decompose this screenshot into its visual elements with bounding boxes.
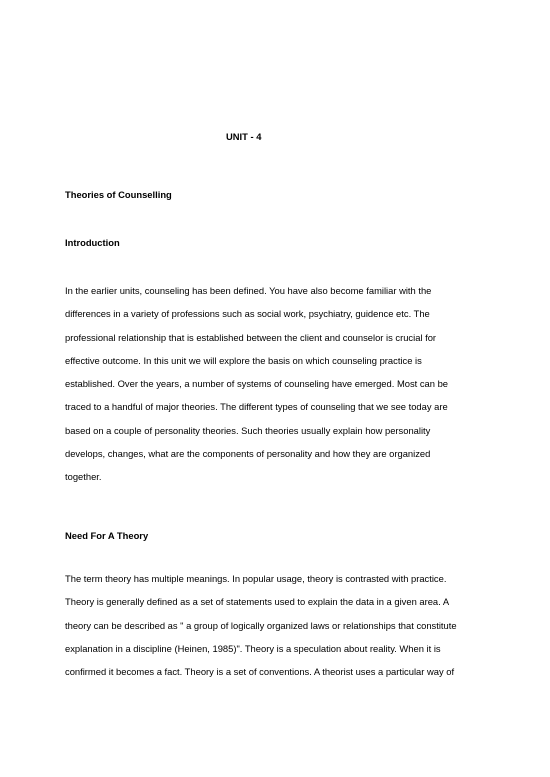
paragraph-line: theory can be described as " a group of logically organized laws or relationships that constitute [65, 619, 457, 631]
paragraph-line: based on a couple of personality theories. Such theories usually explain how personality [65, 424, 431, 436]
chapter-title: Theories of Counselling [65, 189, 172, 200]
unit-title: UNIT - 4 [226, 131, 262, 142]
introduction-paragraph [65, 286, 495, 496]
paragraph-line: established. Over the years, a number of systems of counseling have emerged. Most can be [65, 378, 449, 390]
paragraph-line: Theory is generally defined as a set of statements used to explain the data in a given area. A [65, 596, 450, 608]
paragraph-line: differences in a variety of professions such as social work, psychiatry, guidence etc. The [65, 308, 430, 320]
paragraph-line: professional relationship that is established between the client and counselor is crucial for [65, 331, 437, 343]
paragraph-line: traced to a handful of major theories. The different types of counseling that we see today are [65, 401, 448, 413]
paragraph-line: explanation in a discipline (Heinen, 1985)". Theory is a speculation about reality. When it is [65, 642, 441, 654]
paragraph-line: effective outcome. In this unit we will explore the basis on which counseling practice is [65, 354, 422, 366]
paragraph-line: confirmed it becomes a fact. Theory is a set of conventions. A theorist uses a particular way of [65, 666, 455, 678]
paragraph-line: together. [65, 471, 102, 483]
need-for-theory-paragraph [65, 574, 495, 690]
paragraph-line: The term theory has multiple meanings. In popular usage, theory is contrasted with practice. [65, 573, 447, 584]
paragraph-line: develops, changes, what are the components of personality and how they are organized [65, 448, 431, 460]
paragraph-line: In the earlier units, counseling has been defined. You have also become familiar with the [65, 285, 432, 296]
section-heading-need-for-a-theory: Need For A Theory [65, 530, 149, 541]
section-heading-introduction: Introduction [65, 237, 120, 248]
